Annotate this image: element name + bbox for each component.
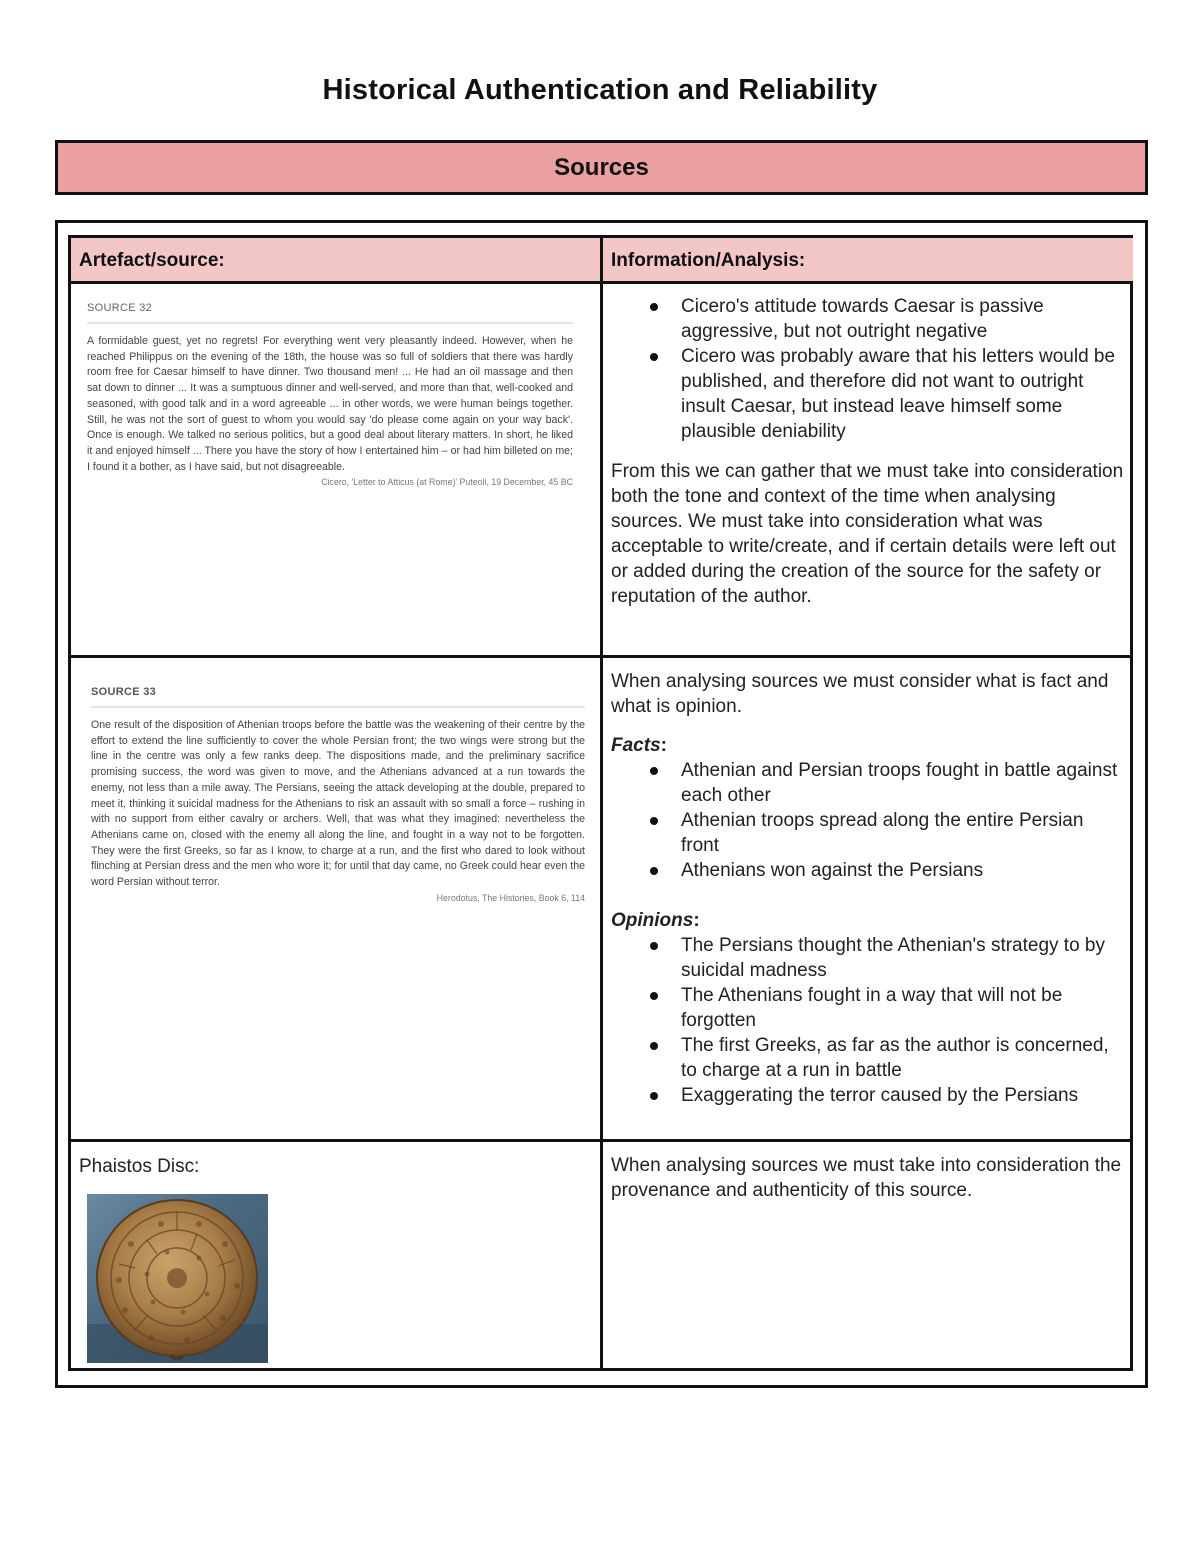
sources-heading: Sources [554, 153, 649, 181]
source-32-cell [71, 284, 603, 658]
source-32-label: SOURCE 32 [87, 302, 153, 314]
source-32-excerpt [87, 302, 573, 487]
phaistos-disc-illustration [87, 1194, 268, 1363]
facts-list [611, 758, 1125, 883]
list-item: Exaggerating the terror caused by the Persians [681, 1083, 1125, 1108]
phaistos-disc-cell [71, 1142, 603, 1368]
phaistos-disc-image [87, 1194, 268, 1363]
analysis-paragraph-1: From this we can gather that we must take into consideration both the tone and context of the time when analysing sources. We must take into consideration what was acceptable to write/create, and if certain details were left out or added during the creation of the source for the safety or reputation of the author. [611, 461, 1124, 607]
facts-heading: Facts: [611, 735, 667, 756]
list-item: The Persians thought the Athenian's strategy to by suicidal madness [681, 933, 1125, 983]
source-33-label: SOURCE 33 [91, 686, 157, 698]
source-33-excerpt [91, 686, 585, 903]
opinions-heading: Opinions: [611, 910, 700, 931]
source-32-text: A formidable guest, yet no regrets! For everything went very pleasantly indeed. However, when he reached Philippus on the evening of the 18th, the house was so full of soldiers that there was hardly room free for Caesar himself to have dinner. Two thousand men! ... He had an oil massage and then sat down to dinner ... It was a sumptuous dinner and well-served, and more than that, well-cooked and seasoned, with good talk and in a word agreeable ... in other words, we were human beings together. Still, he was not the sort of guest to whom you would say 'do please come again on your way back'. Once is enough. We talked no serious politics, but a good deal about literary matters. In short, he liked it and enjoyed himself ... There you have the story of how I entertained him – or had him billeted on me; I found it a bother, as I have said, but not disagreeable. [87, 335, 573, 473]
sources-table [68, 235, 1133, 1371]
source-32-citation: Cicero, 'Letter to Atticus (at Rome)' Puteoli, 19 December, 45 BC [321, 477, 573, 488]
list-item: Cicero's attitude towards Caesar is passive aggressive, but not outright negative [681, 294, 1125, 344]
list-item: Athenian and Persian troops fought in battle against each other [681, 758, 1125, 808]
phaistos-disc-label: Phaistos Disc: [79, 1156, 200, 1177]
sources-table-frame [55, 220, 1148, 1388]
source-32-divider [87, 322, 573, 324]
analysis-cell-1 [603, 284, 1133, 658]
list-item: The first Greeks, as far as the author is concerned, to charge at a run in battle [681, 1033, 1125, 1083]
page-title: Historical Authentication and Reliability [322, 74, 878, 106]
source-33-citation: Herodotus, The Histories, Book 6, 114 [436, 892, 585, 903]
analysis-cell-2 [603, 658, 1133, 1142]
header-information-analysis: Information/Analysis: [603, 238, 1133, 284]
sources-section-bar [55, 140, 1148, 195]
list-item: The Athenians fought in a way that will not be forgotten [681, 983, 1125, 1033]
source-33-divider [91, 706, 585, 708]
analysis-intro-2: When analysing sources we must consider what is fact and what is opinion. [611, 671, 1109, 717]
list-item: Athenians won against the Persians [681, 858, 1125, 883]
analysis-paragraph-3: When analysing sources we must take into consideration the provenance and authenticity of this source. [611, 1155, 1122, 1201]
list-item: Athenian troops spread along the entire Persian front [681, 808, 1125, 858]
analysis-cell-3 [603, 1142, 1133, 1368]
list-item: Cicero was probably aware that his letters would be published, and therefore did not want to outright insult Caesar, but instead leave himself some plausible deniability [681, 344, 1125, 444]
cicero-bullet-list [611, 294, 1125, 444]
opinions-list [611, 933, 1125, 1108]
header-artefact-source: Artefact/source: [71, 238, 603, 284]
source-33-text: One result of the disposition of Athenian troops before the battle was the weakening of their centre by the effort to extend the line sufficiently to cover the whole Persian front; the two wings were strong but the line in the centre was only a few ranks deep. The dispositions made, and the preliminary sacrifice promising success, the word was given to move, and the Athenians advanced at a run towards the enemy, not less than a mile away. The Persians, seeing the attack developing at the double, prepared to meet it, thinking it suicidal madness for the Athenians to risk an assault with so small a force – rushing in with no support from either cavalry or archers. Well, that was what they imagined: nevertheless the Athenians came on, closed with the enemy all along the line, and fought in a way not to be forgotten. They were the first Greeks, so far as I know, to charge at a run, and the first who dared to look without flinching at Persian dress and the men who wore it; for until that day came, no Greek could hear even the word Persian without terror. [91, 719, 585, 889]
source-33-cell [71, 658, 603, 1142]
